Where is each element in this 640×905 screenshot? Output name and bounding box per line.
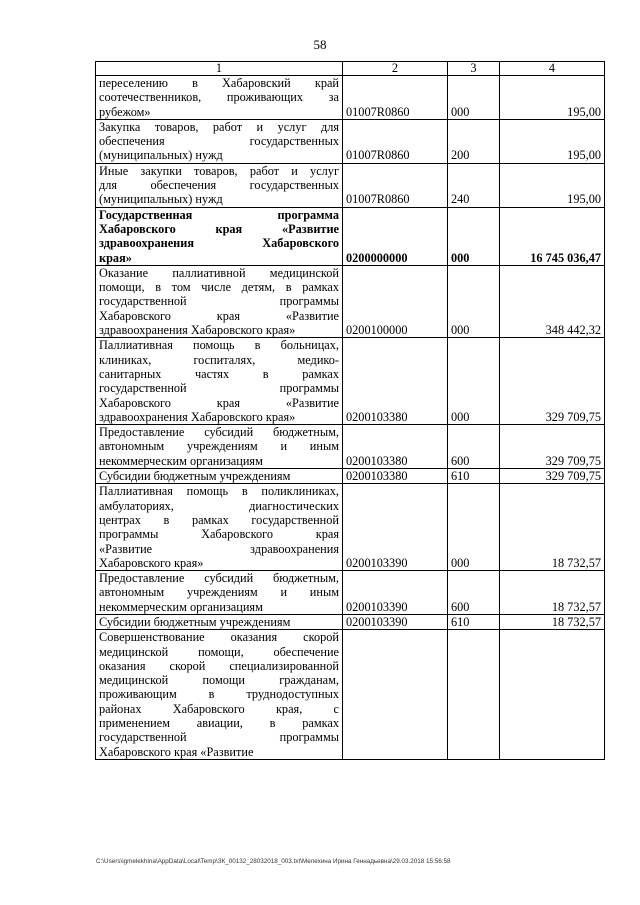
row-expense-type: 600 <box>448 425 500 469</box>
row-name <box>96 614 343 629</box>
row-amount: 329 709,75 <box>500 469 605 484</box>
row-expense-type <box>448 630 500 760</box>
row-expense-type: 200 <box>448 119 500 163</box>
row-name-line: для обеспечения государственных <box>99 178 339 193</box>
table-row <box>96 630 605 760</box>
row-amount: 195,00 <box>500 76 605 120</box>
row-name-line: проживающим в труднодоступных <box>99 687 339 702</box>
row-name-line: Хабаровского края» <box>99 555 204 570</box>
row-amount: 18 732,57 <box>500 571 605 615</box>
row-name-line: Субсидии бюджетным учреждениям <box>99 469 291 484</box>
row-expense-type: 600 <box>448 571 500 615</box>
row-name-line: Оказание паллиативной медицинской <box>99 265 339 280</box>
row-code: 0200103380 <box>343 425 448 469</box>
row-expense-type: 610 <box>448 469 500 484</box>
row-name-line: государственной программы <box>99 730 339 745</box>
table-row <box>96 469 605 484</box>
row-name <box>96 338 343 425</box>
row-name-line: Хабаровского края «Развитие <box>99 744 254 759</box>
table-row <box>96 425 605 469</box>
row-name <box>96 265 343 337</box>
row-name <box>96 163 343 207</box>
row-code: 01007R0860 <box>343 163 448 207</box>
table-row <box>96 119 605 163</box>
row-name <box>96 484 343 571</box>
table-row <box>96 338 605 425</box>
table-row <box>96 163 605 207</box>
row-name-line: санитарных частях в рамках <box>99 366 339 381</box>
row-name-line: Хабаровского края «Развитие <box>99 395 339 410</box>
row-expense-type: 610 <box>448 614 500 629</box>
row-name-line: соотечественников, проживающих за <box>99 90 339 105</box>
row-expense-type: 000 <box>448 484 500 571</box>
row-amount: 18 732,57 <box>500 484 605 571</box>
row-code: 0200103390 <box>343 571 448 615</box>
row-name-line: здравоохранения Хабаровского <box>99 236 339 251</box>
table-row <box>96 571 605 615</box>
table-row <box>96 265 605 337</box>
table-row <box>96 76 605 120</box>
row-name-line: государственной программы <box>99 381 339 396</box>
row-name-line: районах Хабаровского края, с <box>99 701 339 716</box>
row-name-line: медицинской помощи гражданам, <box>99 673 339 688</box>
row-name-line: Предоставление субсидий бюджетным, <box>99 571 339 586</box>
row-name-line: Иные закупки товаров, работ и услуг <box>99 163 339 178</box>
row-name-line: государственной программы <box>99 294 339 309</box>
row-code: 0200103390 <box>343 614 448 629</box>
row-name <box>96 119 343 163</box>
row-code <box>343 630 448 760</box>
table-header-row <box>96 62 605 76</box>
row-name-line: Совершенствование оказания скорой <box>99 630 339 645</box>
row-name-line: Субсидии бюджетным учреждениям <box>99 614 291 629</box>
row-name-line: некоммерческим организациям <box>99 453 263 468</box>
table-row <box>96 614 605 629</box>
row-name-line: Паллиативная помощь в больницах, <box>99 338 339 353</box>
row-name <box>96 207 343 265</box>
row-name-line: Закупка товаров, работ и услуг для <box>99 119 339 134</box>
row-name-line: центрах в рамках государственной <box>99 512 339 527</box>
row-amount <box>500 630 605 760</box>
table-row <box>96 484 605 571</box>
row-amount: 195,00 <box>500 163 605 207</box>
row-name-line: края» <box>99 250 132 265</box>
row-name-line: обеспечения государственных <box>99 134 339 149</box>
budget-table <box>95 61 605 760</box>
table-row <box>96 207 605 265</box>
row-name-line: применением авиации, в рамках <box>99 716 339 731</box>
row-name-line: медицинской помощи, обеспечение <box>99 644 339 659</box>
row-amount: 329 709,75 <box>500 425 605 469</box>
header-col-3: 3 <box>448 62 500 76</box>
row-name-line: здравоохранения Хабаровского края» <box>99 409 296 424</box>
row-expense-type: 000 <box>448 207 500 265</box>
row-name-line: оказания скорой специализированной <box>99 658 339 673</box>
row-expense-type: 000 <box>448 338 500 425</box>
row-name-line: амбулаториях, диагностических <box>99 498 339 513</box>
row-expense-type: 240 <box>448 163 500 207</box>
row-name-line: Хабаровского края «Развитие <box>99 308 339 323</box>
row-name-line: программы Хабаровского края <box>99 527 339 542</box>
row-code: 0200103380 <box>343 338 448 425</box>
header-col-2: 2 <box>343 62 448 76</box>
row-expense-type: 000 <box>448 265 500 337</box>
row-name-line: помощи, в том числе детям, в рамках <box>99 280 339 295</box>
row-code: 0200103380 <box>343 469 448 484</box>
row-name-line: рубежом» <box>99 104 151 119</box>
row-amount: 18 732,57 <box>500 614 605 629</box>
row-amount: 16 745 036,47 <box>500 207 605 265</box>
row-name-line: переселению в Хабаровский край <box>99 76 339 90</box>
row-name-line: здравоохранения Хабаровского края» <box>99 323 296 338</box>
row-code: 0200103390 <box>343 484 448 571</box>
header-col-4: 4 <box>500 62 605 76</box>
row-name-line: клиниках, госпиталях, медико- <box>99 352 339 367</box>
row-name <box>96 469 343 484</box>
file-path-footer: C:\Users\igmelekhina\AppData\Local\Temp\ЗК_00132_28032018_003.txt\Мелехина Ирина Геннадьевна\29.03.2018 15:56:58 <box>96 858 451 865</box>
row-name-line: Хабаровского края «Развитие <box>99 221 339 236</box>
row-name-line: Государственная программа <box>99 207 339 222</box>
row-code: 01007R0860 <box>343 119 448 163</box>
row-name-line: автономным учреждениям и иным <box>99 585 339 600</box>
row-name <box>96 76 343 120</box>
row-name-line: некоммерческим организациям <box>99 599 263 614</box>
row-name-line: «Развитие здравоохранения <box>99 541 339 556</box>
row-code: 0200100000 <box>343 265 448 337</box>
row-code: 0200000000 <box>343 207 448 265</box>
row-amount: 329 709,75 <box>500 338 605 425</box>
row-amount: 195,00 <box>500 119 605 163</box>
row-name-line: автономным учреждениям и иным <box>99 439 339 454</box>
row-name <box>96 425 343 469</box>
row-amount: 348 442,32 <box>500 265 605 337</box>
header-col-1: 1 <box>96 62 343 76</box>
row-name-line: (муниципальных) нужд <box>99 192 223 207</box>
row-name <box>96 630 343 760</box>
row-code: 01007R0860 <box>343 76 448 120</box>
row-name <box>96 571 343 615</box>
row-name-line: Предоставление субсидий бюджетным, <box>99 425 339 440</box>
page-number: 58 <box>313 37 327 52</box>
row-name-line: Паллиативная помощь в поликлиниках, <box>99 484 339 499</box>
row-expense-type: 000 <box>448 76 500 120</box>
row-name-line: (муниципальных) нужд <box>99 148 223 163</box>
